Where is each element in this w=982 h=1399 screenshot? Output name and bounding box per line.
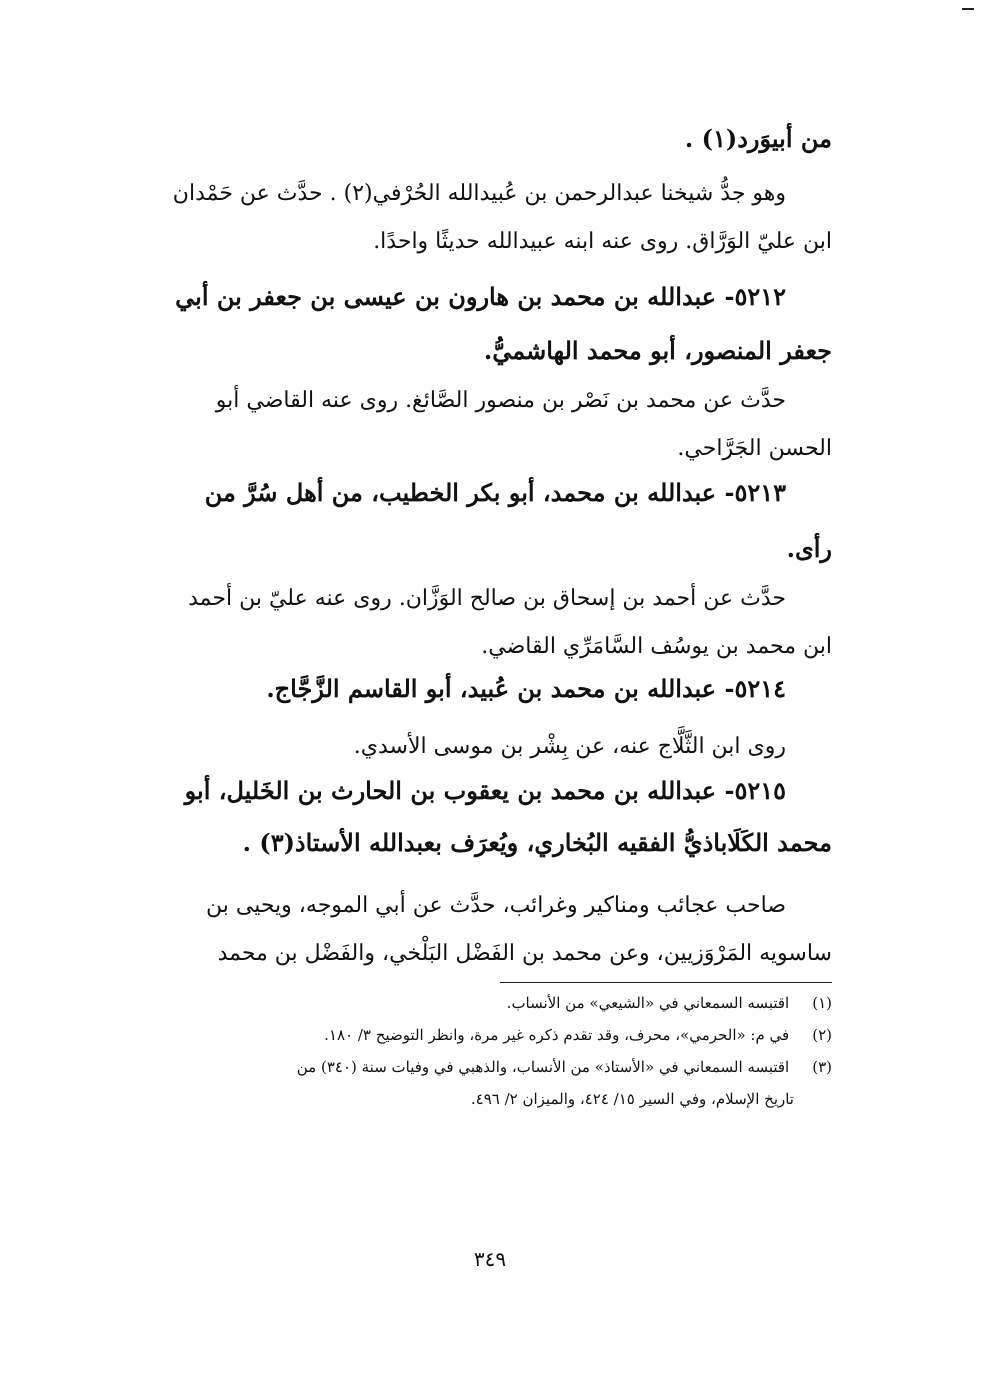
- footnote-number: (٢): [812, 1026, 832, 1044]
- entry-heading: [142, 270, 832, 378]
- text-line: ابن محمد بن يوسُف السَّامَرِّي القاضي.: [481, 634, 832, 659]
- text-line: حدَّث عن محمد بن نَصْر بن منصور الصَّائغ. روى عنه القاضي أبو: [215, 388, 786, 413]
- text-line: محمد الكَلَاباذيُّ الفقيه البُخاري، ويُعرَف بعبدالله الأستاذ(٣) .: [242, 828, 832, 857]
- text-line: وهو جدُّ شيخنا عبدالرحمن بن عُبيدالله الحُرْفي(٢) . حدَّث عن حَمْدان: [172, 181, 786, 206]
- corner-mark: [962, 8, 974, 10]
- text-line: ٥٢١٤- عبدالله بن محمد بن عُبيد، أبو القاسم الزَّجَّاج.: [266, 674, 786, 703]
- text-line: ابن عليّ الوَرَّاق. روى عنه ابنه عبيدالله حديثًا واحدًا.: [373, 229, 832, 254]
- text-line: ساسويه المَرْوَزيين، وعن محمد بن الفَضْل البَلْخي، والفَضْل بن محمد: [217, 941, 832, 966]
- footnote-separator: [500, 982, 832, 983]
- text-line: جعفر المنصور، أبو محمد الهاشميُّ.: [483, 336, 832, 365]
- text-line: صاحب عجائب ومناكير وغرائب، حدَّث عن أبي الموجه، ويحيى بن: [206, 893, 786, 918]
- main-text: [142, 115, 832, 163]
- text-line: ٥٢١٥- عبدالله بن محمد بن يعقوب بن الحارث بن الخَليل، أبو: [184, 776, 786, 805]
- footnote-continuation: [142, 1086, 832, 1113]
- entry-heading: [142, 465, 832, 577]
- entry-heading: [142, 663, 832, 715]
- entry-heading: [142, 765, 832, 869]
- paragraph: [142, 575, 832, 671]
- footnote-text: في م: «الحرمي»، محرف، وقد تقدم ذكره غير مرة، وانظر التوضيح ٣/ ١٨٠.: [324, 1026, 790, 1044]
- text-line: ٥٢١٢- عبدالله بن محمد بن هارون بن عيسى بن جعفر بن أبي: [175, 282, 786, 311]
- footnote-text: اقتبسه السمعاني في «الشيعي» من الأنساب.: [506, 994, 790, 1012]
- footnote: [142, 1022, 832, 1049]
- page-number: ٣٤٩: [473, 1247, 507, 1271]
- footnote-number: (١): [812, 994, 832, 1012]
- text-line: ٥٢١٣- عبدالله بن محمد، أبو بكر الخطيب، من أهل سُرَّ من: [204, 478, 786, 507]
- text-line: من أبيوَرد(١) .: [684, 124, 832, 153]
- paragraph: [142, 377, 832, 473]
- text-line: رأى.: [786, 534, 832, 563]
- paragraph: [142, 170, 832, 266]
- text-line: روى ابن الثَّلَّاج عنه، عن بِشْر بن موسى الأسدي.: [353, 734, 786, 759]
- paragraph: [142, 882, 832, 978]
- footnote: [142, 1054, 832, 1081]
- paragraph: [142, 723, 832, 771]
- text-line: الحسن الجَرَّاحي.: [677, 436, 832, 461]
- footnote-text: اقتبسه السمعاني في «الأستاذ» من الأنساب، والذهبي في وفيات سنة (٣٤٠) من: [296, 1058, 790, 1076]
- text-line: حدَّث عن أحمد بن إسحاق بن صالح الوَزَّان. روى عنه عليّ بن أحمد: [188, 586, 786, 611]
- footnote-number: (٣): [812, 1058, 832, 1076]
- footnote: [142, 990, 832, 1017]
- footnote-text: تاريخ الإسلام، وفي السير ١٥/ ٤٢٤، والميزان ٢/ ٤٩٦.: [470, 1090, 794, 1108]
